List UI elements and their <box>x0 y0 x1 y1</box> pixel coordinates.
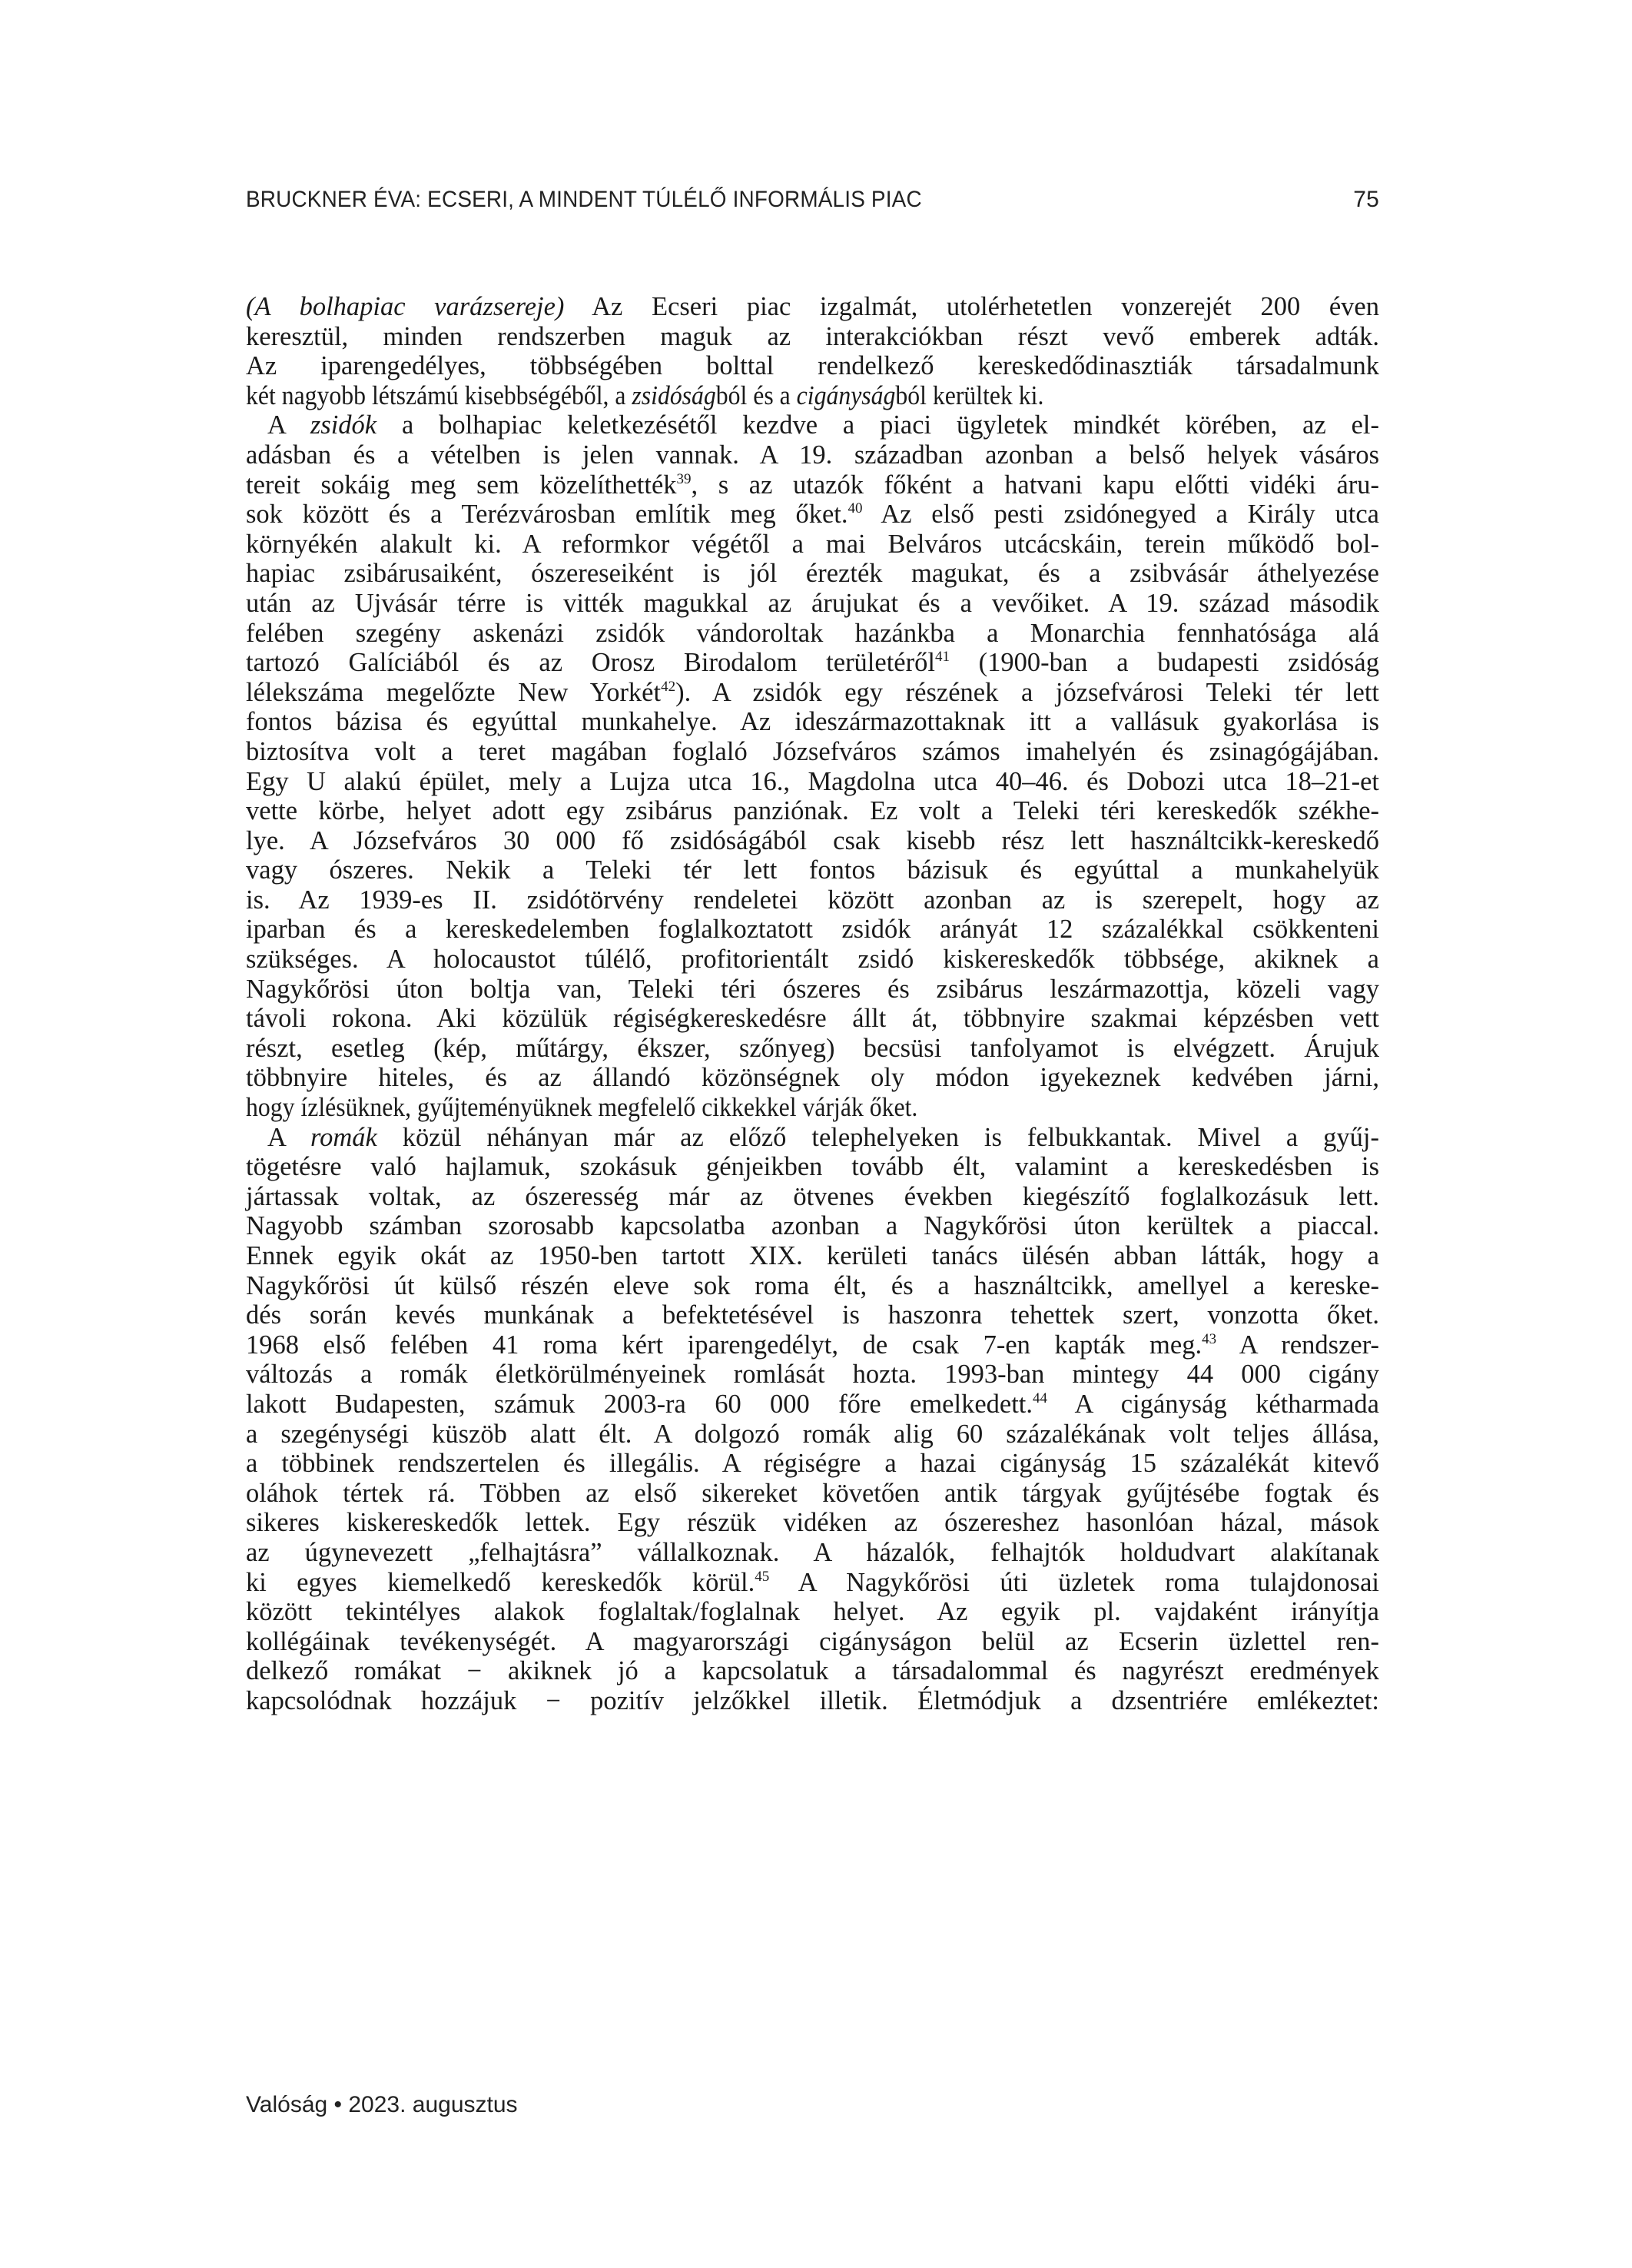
text-run: (1900-ban a budapesti zsidóság <box>949 648 1379 678</box>
running-header <box>246 187 1379 218</box>
text-run: tereit sokáig meg sem közelíthették <box>246 470 677 500</box>
text-line <box>246 1390 1379 1420</box>
text-run: ). A zsidók egy részének a józsefvárosi Teleki tér lett <box>675 677 1379 707</box>
text-run: jártassak voltak, az ószeresség már az ötvenes években kiegészítő foglalkozásuk lett. <box>246 1181 1379 1211</box>
text-line <box>246 1152 1379 1182</box>
text-line <box>246 855 1379 885</box>
text-line <box>246 1330 1379 1360</box>
text-line <box>246 1093 1379 1123</box>
text-line <box>246 1300 1379 1330</box>
footnote-reference: 41 <box>934 649 950 666</box>
text-line <box>246 440 1379 470</box>
text-line <box>246 530 1379 560</box>
footnote-reference: 45 <box>755 1568 770 1585</box>
text-run: A <box>267 410 310 440</box>
text-line <box>246 589 1379 619</box>
text-run: vette körbe, helyet adott egy zsibárus panziónak. Ez volt a Teleki téri kereskedők székhe- <box>246 796 1379 826</box>
text-line <box>246 1241 1379 1271</box>
text-line <box>246 1597 1379 1627</box>
text-run: iparban és a kereskedelemben foglalkoztatott zsidók arányát 12 százalékkal csökkenteni <box>246 915 1379 945</box>
text-run: lélekszáma megelőzte New Yorkét <box>246 677 662 707</box>
text-line <box>246 381 1379 411</box>
text-run: hogy ízlésüknek, gyűjteményüknek megfelelő cikkekkel várják őket. <box>246 1093 918 1123</box>
text-line <box>246 1686 1379 1716</box>
text-line <box>246 1568 1379 1598</box>
text-line <box>246 885 1379 915</box>
text-line <box>246 945 1379 975</box>
running-title: BRUCKNER ÉVA: ECSERI, A MINDENT TÚLÉLŐ INFORMÁLIS PIAC <box>246 187 922 212</box>
text-run: 1968 első felében 41 roma kért iparengedélyt, de csak 7-en kapták meg. <box>246 1330 1202 1360</box>
text-line <box>246 678 1379 708</box>
text-run: ból kerültek ki. <box>895 380 1044 410</box>
text-run: Nagyobb számban szorosabb kapcsolatba azonban a Nagykőrösi úton kerültek a piaccal. <box>246 1211 1379 1241</box>
footnote-reference: 42 <box>661 678 676 695</box>
text-run: részt, esetleg (kép, műtárgy, ékszer, szőnyeg) becsüsi tanfolyamot is elvégzett. Árujuk <box>246 1033 1379 1063</box>
text-run: vagy ószeres. Nekik a Teleki tér lett fontos bázisuk és egyúttal a munkahelyük <box>246 855 1379 885</box>
text-run: közül néhányan már az előző telephelyeken is felbukkantak. Mivel a gyűj- <box>376 1122 1379 1152</box>
text-run: környékén alakult ki. A reformkor végétől a mai Belváros utcácskáin, terein működő bol- <box>246 529 1379 559</box>
footnote-reference: 44 <box>1033 1390 1047 1406</box>
text-line <box>246 707 1379 737</box>
text-line <box>246 975 1379 1004</box>
text-line <box>246 1538 1379 1568</box>
footnote-reference: 43 <box>1202 1330 1217 1347</box>
text-run: lakott Budapesten, számuk 2003-ra 60 000 főre emelkedett. <box>246 1389 1033 1419</box>
text-run: kollégáinak tevékenységét. A magyarországi cigányságon belül az Ecserin üzlettel ren- <box>246 1626 1379 1656</box>
text-line <box>246 737 1379 767</box>
text-run: a bolhapiac keletkezésétől kezdve a piaci ügyletek mindkét körében, az el- <box>376 410 1379 440</box>
text-line <box>246 410 1379 440</box>
text-run: tartozó Galíciából és az Orosz Birodalom területéről <box>246 648 935 678</box>
text-run: fontos bázisa és egyúttal munkahelye. Az ideszármazottaknak itt a vallásuk gyakorlása is <box>246 707 1379 737</box>
text-line <box>246 1420 1379 1449</box>
text-run: adásban és a vételben is jelen vannak. A 19. században azonban a belső helyek vásáros <box>246 440 1379 470</box>
text-line <box>246 1123 1379 1153</box>
text-run: lye. A Józsefváros 30 000 fő zsidóságából csak kisebb rész lett használtcikk-kereskedő <box>246 825 1379 855</box>
text-run: A cigányság kétharmada <box>1047 1389 1379 1419</box>
italic-text: zsidóság <box>632 380 716 410</box>
text-line <box>246 500 1379 530</box>
text-line <box>246 915 1379 945</box>
italic-text: (A bolhapiac varázsereje) <box>246 292 565 321</box>
text-line <box>246 1656 1379 1686</box>
text-line <box>246 796 1379 826</box>
text-line <box>246 826 1379 856</box>
text-line <box>246 559 1379 589</box>
text-line <box>246 1479 1379 1509</box>
text-line <box>246 470 1379 500</box>
text-run: Nagykőrösi út külső részén eleve sok roma élt, és a használtcikk, amellyel a kereske- <box>246 1270 1379 1300</box>
text-run: biztosítva volt a teret magában foglaló Józsefváros számos imahelyén és zsinagógájában. <box>246 736 1379 766</box>
text-run: távoli rokona. Aki közülük régiségkereskedésre állt át, többnyire szakmai képzésben vett <box>246 1004 1379 1034</box>
text-line <box>246 322 1379 352</box>
text-line <box>246 1449 1379 1479</box>
text-line <box>246 619 1379 649</box>
text-run: is. Az 1939-es II. zsidótörvény rendeletei között azonban az is szerepelt, hogy az <box>246 885 1379 915</box>
text-line <box>246 1211 1379 1241</box>
text-run: a szegénységi küszöb alatt élt. A dolgozó romák alig 60 százalékának volt teljes állása, <box>246 1419 1379 1449</box>
text-run: hapiac zsibárusaiként, ószereseiként is jól érezték magukat, és a zsibvásár áthelyezése <box>246 559 1379 589</box>
text-run: felében szegény askenázi zsidók vándoroltak hazánkba a Monarchia fennhatósága alá <box>246 618 1379 648</box>
italic-text: romák <box>310 1122 377 1152</box>
footnote-reference: 40 <box>848 500 863 517</box>
text-run: többnyire hiteles, és az állandó közönségnek oly módon igyekeznek kedvében járni, <box>246 1063 1379 1093</box>
text-run: keresztül, minden rendszerben maguk az interakciókban részt vevő emberek adták. <box>246 321 1379 351</box>
text-line <box>246 292 1379 322</box>
text-run: oláhok tértek rá. Többen az első sikereket követően antik tárgyak gyűjtésébe fogtak és <box>246 1478 1379 1508</box>
text-run: között tekintélyes alakok foglaltak/foglalnak helyet. Az egyik pl. vajdaként irányítja <box>246 1597 1379 1627</box>
text-run: változás a romák életkörülményeinek romlását hozta. 1993-ban mintegy 44 000 cigány <box>246 1360 1379 1390</box>
text-line <box>246 1063 1379 1093</box>
text-line <box>246 648 1379 678</box>
text-run: Ennek egyik okát az 1950-ben tartott XIX. kerületi tanács ülésén abban látták, hogy a <box>246 1241 1379 1270</box>
text-run: delkező romákat − akiknek jó a kapcsolatuk a társadalommal és nagyrészt eredmények <box>246 1656 1379 1686</box>
text-run: dés során kevés munkának a befektetésével is haszonra tehettek szert, vonzotta őket. <box>246 1300 1379 1330</box>
text-run: után az Ujvásár térre is vitték magukkal az árujukat és a vevőiket. A 19. század második <box>246 588 1379 618</box>
text-run: a többinek rendszertelen és illegális. A régiségre a hazai cigányság 15 százalékát kitevő <box>246 1449 1379 1479</box>
text-run: szükséges. A holocaustot túlélő, profitorientált zsidó kiskereskedők többsége, akiknek a <box>246 945 1379 975</box>
text-run: A <box>267 1122 310 1152</box>
text-line <box>246 1034 1379 1064</box>
footnote-reference: 39 <box>676 470 692 487</box>
text-line <box>246 351 1379 381</box>
italic-text: zsidók <box>310 410 377 440</box>
text-line <box>246 1182 1379 1212</box>
text-run: két nagyobb létszámú kisebbségéből, a <box>246 380 632 410</box>
italic-text: cigányság <box>796 380 896 410</box>
text-run: ból és a <box>715 380 797 410</box>
article-body <box>246 292 1379 1716</box>
text-run: az úgynevezett „felhajtásra” vállalkoznak. A házalók, felhajtók holdudvart alakítanak <box>246 1537 1379 1567</box>
text-line <box>246 767 1379 797</box>
text-line <box>246 1271 1379 1301</box>
text-run: Egy U alakú épület, mely a Lujza utca 16., Magdolna utca 40–46. és Dobozi utca 18–21-et <box>246 766 1379 796</box>
text-run: , s az utazók főként a hatvani kapu előtti vidéki áru- <box>691 470 1379 500</box>
text-run: A Nagykőrösi úti üzletek roma tulajdonosai <box>769 1567 1379 1597</box>
text-run: Az Ecseri piac izgalmát, utolérhetetlen vonzerejét 200 éven <box>564 292 1379 321</box>
text-run: Az iparengedélyes, többségében bolttal rendelkező kereskedődinasztiák társadalmunk <box>246 351 1379 381</box>
text-run: sok között és a Terézvárosban említik meg őket. <box>246 500 848 530</box>
text-run: Az első pesti zsidónegyed a Király utca <box>862 500 1379 530</box>
text-line <box>246 1360 1379 1390</box>
text-line <box>246 1508 1379 1538</box>
text-line <box>246 1627 1379 1657</box>
text-run: kapcsolódnak hozzájuk − pozitív jelzőkkel illetik. Életmódjuk a dzsentriére emlékeztet: <box>246 1685 1379 1715</box>
text-line <box>246 1004 1379 1034</box>
text-run: sikeres kiskereskedők lettek. Egy részük vidéken az ószereshez hasonlóan házal, mások <box>246 1508 1379 1538</box>
page-number: 75 <box>1353 187 1379 212</box>
text-run: A rendszer- <box>1216 1330 1379 1360</box>
page-footer: Valóság • 2023. augusztus <box>246 2092 518 2117</box>
text-run: ki egyes kiemelkedő kereskedők körül. <box>246 1567 755 1597</box>
text-run: tögetésre való hajlamuk, szokásuk génjeikben tovább élt, valamint a kereskedésben is <box>246 1152 1379 1182</box>
text-run: Nagykőrösi úton boltja van, Teleki téri ószeres és zsibárus leszármazottja, közeli vagy <box>246 974 1379 1004</box>
